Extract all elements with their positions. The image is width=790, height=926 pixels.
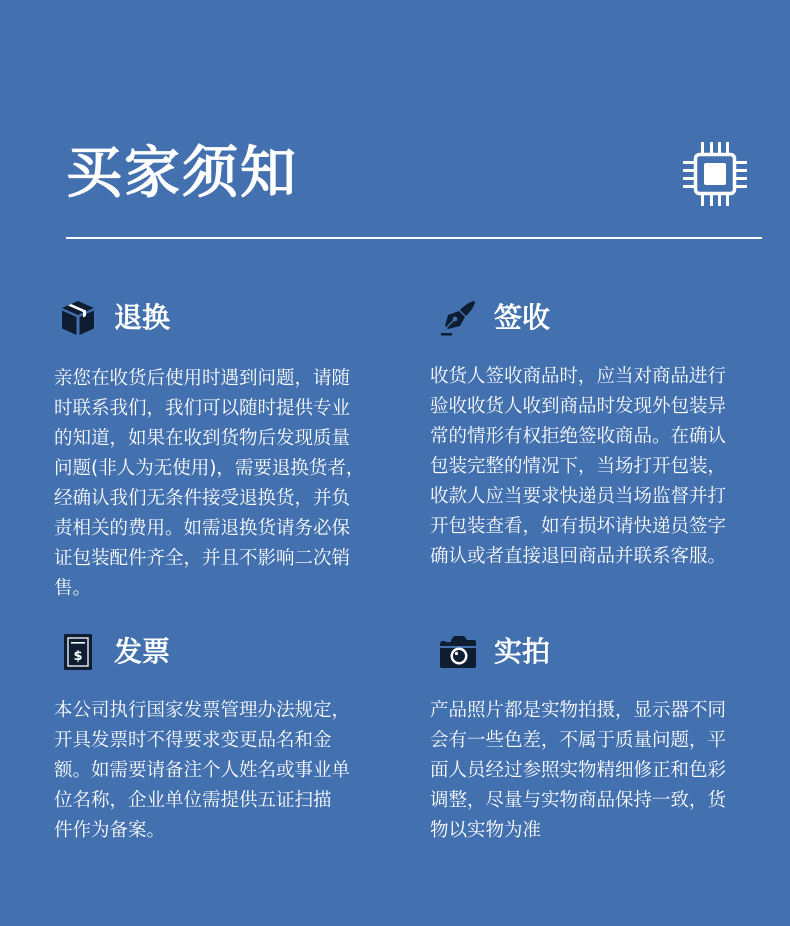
package-icon xyxy=(58,298,98,338)
section-return-exchange xyxy=(54,298,408,604)
page-title: 买家须知 xyxy=(66,141,298,206)
section-title: 签收 xyxy=(494,301,551,334)
section-title: 发票 xyxy=(114,635,171,668)
section-invoice xyxy=(54,632,408,846)
section-real-photo xyxy=(430,632,778,846)
svg-text:$: $ xyxy=(73,649,83,664)
title-divider xyxy=(66,237,762,239)
section-body: 亲您在收货后使用时遇到问题，请随 时联系我们，我们可以随时提供专业 的知道，如果在收到货物后发现质量 问题(非人为无使用)，需要退换货者， 经确认我们无条件接受退换货，并负 责相关的费用。如需退换货请务必保 证包装配件齐全，并且不影响二次销 售。 xyxy=(54,368,365,599)
pen-nib-icon xyxy=(438,298,478,338)
chip-icon xyxy=(680,139,750,209)
section-body: 产品照片都是实物拍摄，显示器不同 会有一些色差，不属于质量问题，平 面人员经过参照实物精细修正和色彩 调整，尽量与实物商品保持一致，货 物以实物为准 xyxy=(430,700,727,841)
section-body: 收货人签收商品时，应当对商品进行 验收收货人收到商品时发现外包装异 常的情形有权拒绝签收商品。在确认 包装完整的情况下，当场打开包装， 收款人应当要求快递员当场监督并打 开包装查看，如有损坏请快递员签字 确认或者直接退回商品并联系客服。 xyxy=(430,366,727,567)
section-sign-receipt xyxy=(430,298,778,572)
section-title: 退换 xyxy=(114,301,171,334)
camera-icon xyxy=(438,632,478,672)
invoice-icon xyxy=(58,632,98,672)
section-body: 本公司执行国家发票管理办法规定， 开具发票时不得要求变更品名和金 额。如需要请备注个人姓名或事业单 位名称，企业单位需提供五证扫描 件作为备案。 xyxy=(54,700,351,841)
section-title: 实拍 xyxy=(494,635,551,668)
